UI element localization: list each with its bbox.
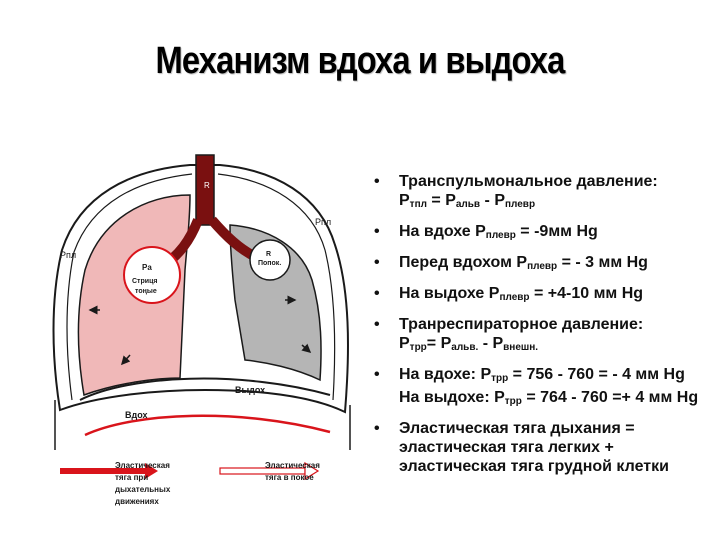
bullet-transpulmonary [372,172,717,214]
bullet-transrespiratory [372,315,717,357]
bullet-text: Транреспираторное давление: [399,316,644,333]
trachea [196,155,214,225]
bullet-transrespiratory-values: • На вдохе: $P_{трр} = 756 - 760$ = - 4 мм Hg На выдохе: $P_{трр} = 764 - 760 =+ 4$ мм Hg [374,366,699,407]
slide-title: Механизм вдоха и выдоха [155,40,565,82]
bullet-dot: • [374,366,380,383]
bullet-elastic-recoil: • Эластическая тяга дыхания = эластическая тяга легких + эластическая тяга грудной клетки [374,420,669,475]
bullet-dot: • [374,420,380,437]
bullet-dot: • [374,173,380,190]
label-ra: R [204,181,210,190]
legend-white-2: тяга в покое [265,473,314,482]
bullet-formula: $P_{трр}= P_{альв.} - P_{внешн.}$ [399,335,539,353]
bullet-formula: $P_{тпл} = P_{альв} - P_{плевр}$ [399,192,536,210]
label-exhale: Выдох [235,385,266,395]
label-stretch-2: тоңые [135,288,157,295]
label-ppl-left: Pпл [60,250,77,260]
label-pa: Pа [142,263,152,272]
bullet-before-inhale-pleural: • Перед вдохом $P_{плевр}$ = - 3 мм Hg [374,254,648,272]
bullet-dot: • [374,223,380,240]
bullet-dot: • [374,316,380,333]
bullet-text: Транспульмональное давление: [399,173,658,190]
bullet-exhale-pleural: • На выдохе $P_{плевр} = +4-10$ мм Hg [374,285,644,303]
label-r-rest: R [266,251,272,258]
label-stretch-1: Стриця [132,278,158,285]
bullet-dot: • [374,285,380,302]
legend-red-1: Эластическая [115,461,170,470]
legend-red-4: движениях [115,497,159,506]
bullet-inhale-pleural: • На вдохе $P_{плевр} = -9мм$ Hg [374,223,598,241]
legend-red-3: дыхательных [115,485,171,494]
bullet-list [372,172,717,484]
lung-diagram [40,150,370,520]
label-ppl-right: Pпл [315,217,332,227]
bullet-dot: • [374,254,380,271]
legend-white-1: Эластическая [265,461,320,470]
diaphragm-inhale [85,416,330,435]
legend-red-2: тяга при [115,473,149,482]
label-inhale: Вдох [125,410,148,420]
label-r-rest-2: Попок. [258,260,282,267]
